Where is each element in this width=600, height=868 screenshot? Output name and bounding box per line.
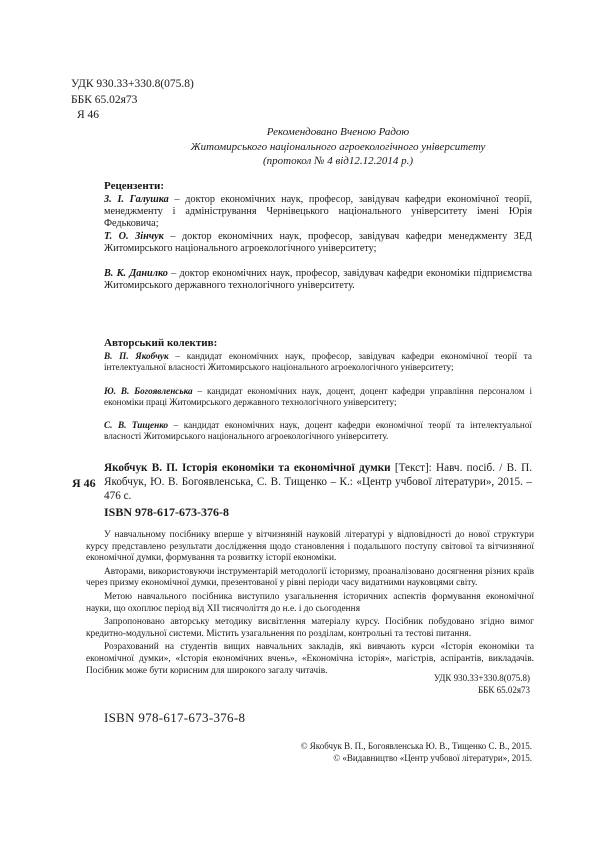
approval-line: Рекомендовано Вченою Радою [266,126,410,138]
approval-line: (протокол № 4 від12.12.2014 р.) [262,155,414,167]
reviewer-entry [104,268,532,292]
author-mark: Я 46 [77,109,100,121]
catalog-details: [Текст]: Навч. посіб. / В. П. Якобчук, Ю. В. Богоявленська, С. В. Тищенко – К.: «Центр учбової літератури», 2015. – 476 с. [104,462,532,502]
abstract-paragraph: У навчальному посібнику вперше у вітчизняній науковій літературі у відповідності до нової структури курсу представлено результати дослідження щодо становлення і подальшого поступу світової та вітчизняної економічної думки, формування та розвитку історії економіки. [86,530,534,564]
abstract [86,530,534,679]
author-description: – кандидат економічних наук, доцент кафедри економічної теорії та інтелектуальної власності Житомирського національного агроекологічного університету. [104,420,532,442]
author-entry [104,351,532,374]
approval-line: Житомирського національного агроекологічного університету [190,140,486,153]
abstract-paragraph: Запропоновано авторську методику висвітлення матеріалу курсу. Посібник побудовано згідно вимог кредитно-модульної системи. Містить узагальнення по розділам, контрольні та тестові питання. [86,617,534,639]
copyright-line: © Якобчук В. П., Богоявленська Ю. В., Тищенко С. В., 2015. [300,741,532,751]
authors-title: Авторський колектив: [104,337,218,349]
catalog-code: Я 46 [72,476,96,490]
classification-codes-secondary [398,672,530,696]
approval-note [138,125,538,169]
bbk-code: ББК 65.02я73 [71,93,138,106]
reviewer-description: – доктор економічних наук, професор, завідувач кафедри менеджменту ЗЕД Житомирського національного агроекологічного університету; [104,231,532,255]
udk-code: УДК 930.33+330.8(075.8) [433,673,530,683]
isbn-secondary: ISBN 978-617-673-376-8 [104,710,246,725]
reviewers-title: Рецензенти: [104,180,165,192]
reviewer-description: – доктор економічних наук, професор, завідувач кафедри економічної теорії, менеджменту і адміністрування Чернівецького національного університету імені Юрія Федьковича; [104,194,532,230]
udk-code: УДК 930.33+330.8(075.8) [71,78,194,90]
copyright-notice [262,741,532,764]
isbn-primary: ISBN 978-617-673-376-8 [104,505,229,519]
catalog-heading: Якобчук В. П. Історія економіки та економічної думки [104,462,391,474]
abstract-paragraph: Розрахований на студентів вищих навчальних закладів, які вивчають курси «Історія економіки та економічної думки», «Історія економічних вчень», «Економічна історія», магістрів, аспірантів, викладачів. Посібник може бути корисним для широкого загалу читачів. [86,642,534,676]
abstract-paragraph: Авторами, використовуючи інструментарій методології історизму, проаналізовано досягнення різних країв через призму економічної думки, презентованої у рівні періоди часу видатними науковцями світу. [86,566,534,589]
author-name: Ю. В. Богоявленська [104,386,193,396]
reviewer-description: – доктор економічних наук, професор, завідувач кафедри економіки підприємства Житомирського державного технологічного університету. [104,268,532,292]
reviewer-name: В. К. Данилко [104,268,168,279]
reviewer-name: Т. О. Зінчук [104,231,164,242]
catalog-entry [104,461,532,503]
reviewer-entry [104,231,532,255]
author-name: В. П. Якобчук [104,351,169,361]
author-description: – кандидат економічних наук, доцент, доцент кафедри управління персоналом і економіки праці Житомирського державного технологічного університету; [104,386,533,408]
classification-codes [71,77,194,124]
author-entry [104,420,532,443]
author-description: – кандидат економічних наук, професор, завідувач кафедри економічної теорії та інтелектуальної власності Житомирського національного агроекологічного університету; [104,351,532,373]
author-entry [104,386,532,409]
copyright-line: © «Видавництво «Центр учбової літератури», 2015. [333,752,532,763]
abstract-paragraph: Метою навчального посібника виступило узагальнення історичних аспектів формування економічної науки, що охоплює період від XII тисячоліття до н.е. і до сьогодення [86,591,534,614]
reviewer-name: З. І. Галушка [104,194,169,205]
bbk-code: ББК 65.02я73 [478,685,530,695]
reviewer-entry [104,194,532,231]
author-name: С. В. Тищенко [104,420,169,430]
